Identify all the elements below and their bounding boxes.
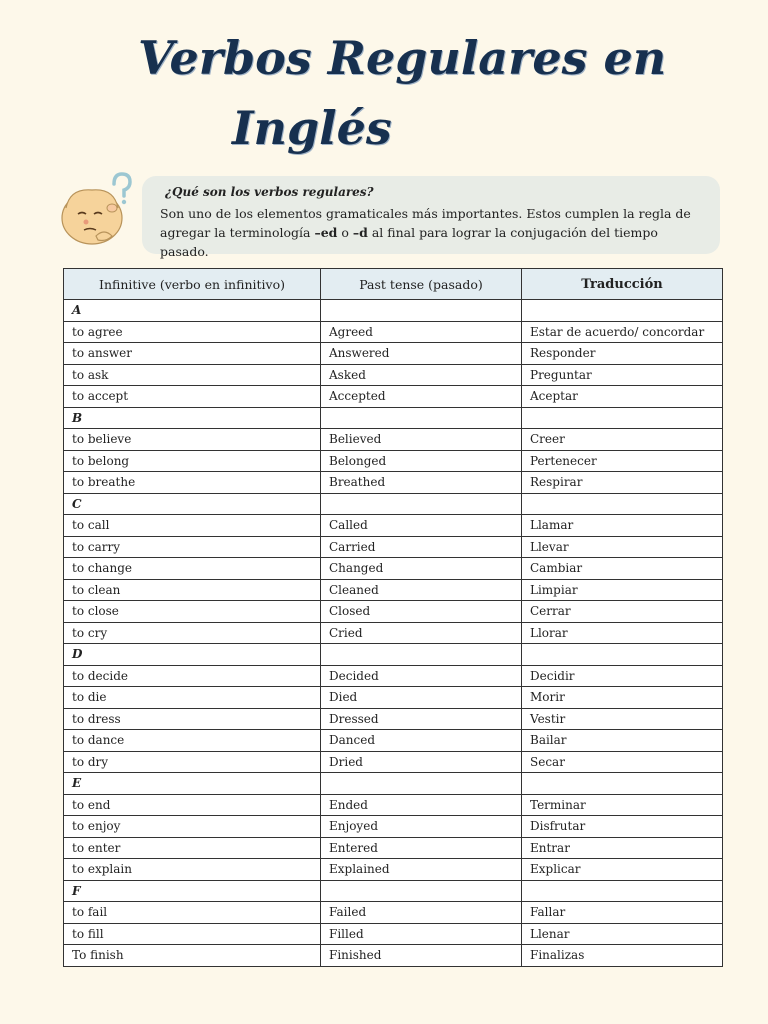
past-tense-cell: Failed — [321, 902, 522, 924]
table-row — [64, 751, 723, 773]
infinitive-cell: to believe — [64, 429, 321, 451]
past-tense-cell: Finished — [321, 945, 522, 967]
section-letter: B — [64, 407, 321, 429]
translation-cell: Responder — [522, 343, 723, 365]
infinitive-cell: to fill — [64, 923, 321, 945]
translation-cell: Decidir — [522, 665, 723, 687]
info-box — [142, 176, 720, 259]
section-letter: F — [64, 880, 321, 902]
translation-cell: Llorar — [522, 622, 723, 644]
past-tense-cell: Entered — [321, 837, 522, 859]
info-question: ¿Qué son los verbos regulares? — [165, 185, 374, 199]
thinking-character-icon — [56, 170, 136, 250]
past-tense-cell: Belonged — [321, 450, 522, 472]
section-letter: A — [64, 300, 321, 322]
letter-section-row — [64, 644, 723, 666]
table-row — [64, 902, 723, 924]
past-tense-cell: Believed — [321, 429, 522, 451]
infinitive-cell: to close — [64, 601, 321, 623]
table-header-row — [64, 269, 723, 300]
letter-section-row — [64, 880, 723, 902]
table-row — [64, 730, 723, 752]
past-tense-cell: Carried — [321, 536, 522, 558]
section-letter: C — [64, 493, 321, 515]
infinitive-cell: to clean — [64, 579, 321, 601]
infinitive-cell: to explain — [64, 859, 321, 881]
info-text-connector: o — [337, 225, 353, 240]
past-tense-cell: Dressed — [321, 708, 522, 730]
translation-cell: Pertenecer — [522, 450, 723, 472]
table-row — [64, 515, 723, 537]
info-text — [160, 204, 702, 261]
translation-cell: Terminar — [522, 794, 723, 816]
past-tense-cell: Cleaned — [321, 579, 522, 601]
table-row — [64, 450, 723, 472]
infinitive-cell: to ask — [64, 364, 321, 386]
infinitive-cell: to call — [64, 515, 321, 537]
table-row — [64, 536, 723, 558]
empty-cell — [522, 644, 723, 666]
empty-cell — [321, 493, 522, 515]
past-tense-cell: Breathed — [321, 472, 522, 494]
table-row — [64, 665, 723, 687]
empty-cell — [522, 773, 723, 795]
infinitive-cell: to accept — [64, 386, 321, 408]
info-text-part: al final para lograr la conjugación del tiempo pasado. — [160, 225, 658, 259]
section-letter: D — [64, 644, 321, 666]
table-row — [64, 687, 723, 709]
table-row — [64, 622, 723, 644]
translation-cell: Estar de acuerdo/ concordar — [522, 321, 723, 343]
empty-cell — [321, 644, 522, 666]
table-row — [64, 429, 723, 451]
translation-cell: Explicar — [522, 859, 723, 881]
past-tense-cell: Cried — [321, 622, 522, 644]
infinitive-cell: to answer — [64, 343, 321, 365]
past-tense-cell: Called — [321, 515, 522, 537]
past-tense-cell: Changed — [321, 558, 522, 580]
infinitive-cell: To finish — [64, 945, 321, 967]
infinitive-cell: to belong — [64, 450, 321, 472]
translation-cell: Preguntar — [522, 364, 723, 386]
infinitive-cell: to die — [64, 687, 321, 709]
infinitive-cell: to decide — [64, 665, 321, 687]
past-tense-cell: Enjoyed — [321, 816, 522, 838]
infinitive-cell: to change — [64, 558, 321, 580]
past-tense-cell: Dried — [321, 751, 522, 773]
translation-cell: Secar — [522, 751, 723, 773]
infinitive-cell: to enter — [64, 837, 321, 859]
table-row — [64, 558, 723, 580]
info-text-part: Son uno de los elementos gramaticales más importantes. Estos cumplen la regla de agregar la terminología — [160, 206, 691, 240]
translation-cell: Fallar — [522, 902, 723, 924]
table-row — [64, 923, 723, 945]
infinitive-cell: to dry — [64, 751, 321, 773]
translation-cell: Cambiar — [522, 558, 723, 580]
infinitive-cell: to cry — [64, 622, 321, 644]
table-row — [64, 945, 723, 967]
empty-cell — [522, 300, 723, 322]
empty-cell — [522, 407, 723, 429]
infinitive-cell: to dress — [64, 708, 321, 730]
translation-cell: Llevar — [522, 536, 723, 558]
past-tense-cell: Ended — [321, 794, 522, 816]
past-tense-cell: Answered — [321, 343, 522, 365]
table-row — [64, 601, 723, 623]
empty-cell — [321, 300, 522, 322]
past-tense-cell: Agreed — [321, 321, 522, 343]
title-line-2: Inglés — [232, 101, 392, 155]
past-tense-cell: Accepted — [321, 386, 522, 408]
translation-cell: Llenar — [522, 923, 723, 945]
table-row — [64, 386, 723, 408]
translation-cell: Llamar — [522, 515, 723, 537]
infinitive-cell: to dance — [64, 730, 321, 752]
letter-section-row — [64, 300, 723, 322]
table-row — [64, 579, 723, 601]
section-letter: E — [64, 773, 321, 795]
table-row — [64, 816, 723, 838]
translation-cell: Limpiar — [522, 579, 723, 601]
translation-cell: Finalizas — [522, 945, 723, 967]
empty-cell — [522, 880, 723, 902]
translation-cell: Aceptar — [522, 386, 723, 408]
past-tense-cell: Closed — [321, 601, 522, 623]
past-tense-cell: Explained — [321, 859, 522, 881]
table-row — [64, 343, 723, 365]
table-row — [64, 859, 723, 881]
past-tense-cell: Filled — [321, 923, 522, 945]
verbs-table-container — [63, 268, 722, 967]
translation-cell: Vestir — [522, 708, 723, 730]
translation-cell: Entrar — [522, 837, 723, 859]
table-row — [64, 794, 723, 816]
title-line-1: Verbos Regulares en — [138, 31, 667, 85]
past-tense-cell: Decided — [321, 665, 522, 687]
translation-cell: Respirar — [522, 472, 723, 494]
infinitive-cell: to agree — [64, 321, 321, 343]
table-row — [64, 364, 723, 386]
verbs-table — [63, 268, 723, 967]
infinitive-cell: to enjoy — [64, 816, 321, 838]
empty-cell — [321, 773, 522, 795]
letter-section-row — [64, 407, 723, 429]
infinitive-cell: to fail — [64, 902, 321, 924]
header-infinitive: Infinitive (verbo en infinitivo) — [64, 269, 321, 300]
past-tense-cell: Danced — [321, 730, 522, 752]
infinitive-cell: to breathe — [64, 472, 321, 494]
infinitive-cell: to carry — [64, 536, 321, 558]
ending-ed: –ed — [314, 225, 338, 240]
empty-cell — [321, 880, 522, 902]
infinitive-cell: to end — [64, 794, 321, 816]
letter-section-row — [64, 773, 723, 795]
empty-cell — [522, 493, 723, 515]
table-body — [64, 300, 723, 967]
past-tense-cell: Died — [321, 687, 522, 709]
table-row — [64, 321, 723, 343]
table-row — [64, 472, 723, 494]
header-past-tense: Past tense (pasado) — [321, 269, 522, 300]
ending-d: –d — [352, 225, 368, 240]
translation-cell: Disfrutar — [522, 816, 723, 838]
past-tense-cell: Asked — [321, 364, 522, 386]
translation-cell: Bailar — [522, 730, 723, 752]
letter-section-row — [64, 493, 723, 515]
translation-cell: Creer — [522, 429, 723, 451]
table-row — [64, 708, 723, 730]
empty-cell — [321, 407, 522, 429]
table-row — [64, 837, 723, 859]
translation-cell: Morir — [522, 687, 723, 709]
translation-cell: Cerrar — [522, 601, 723, 623]
header-translation: Traducción — [522, 269, 723, 300]
